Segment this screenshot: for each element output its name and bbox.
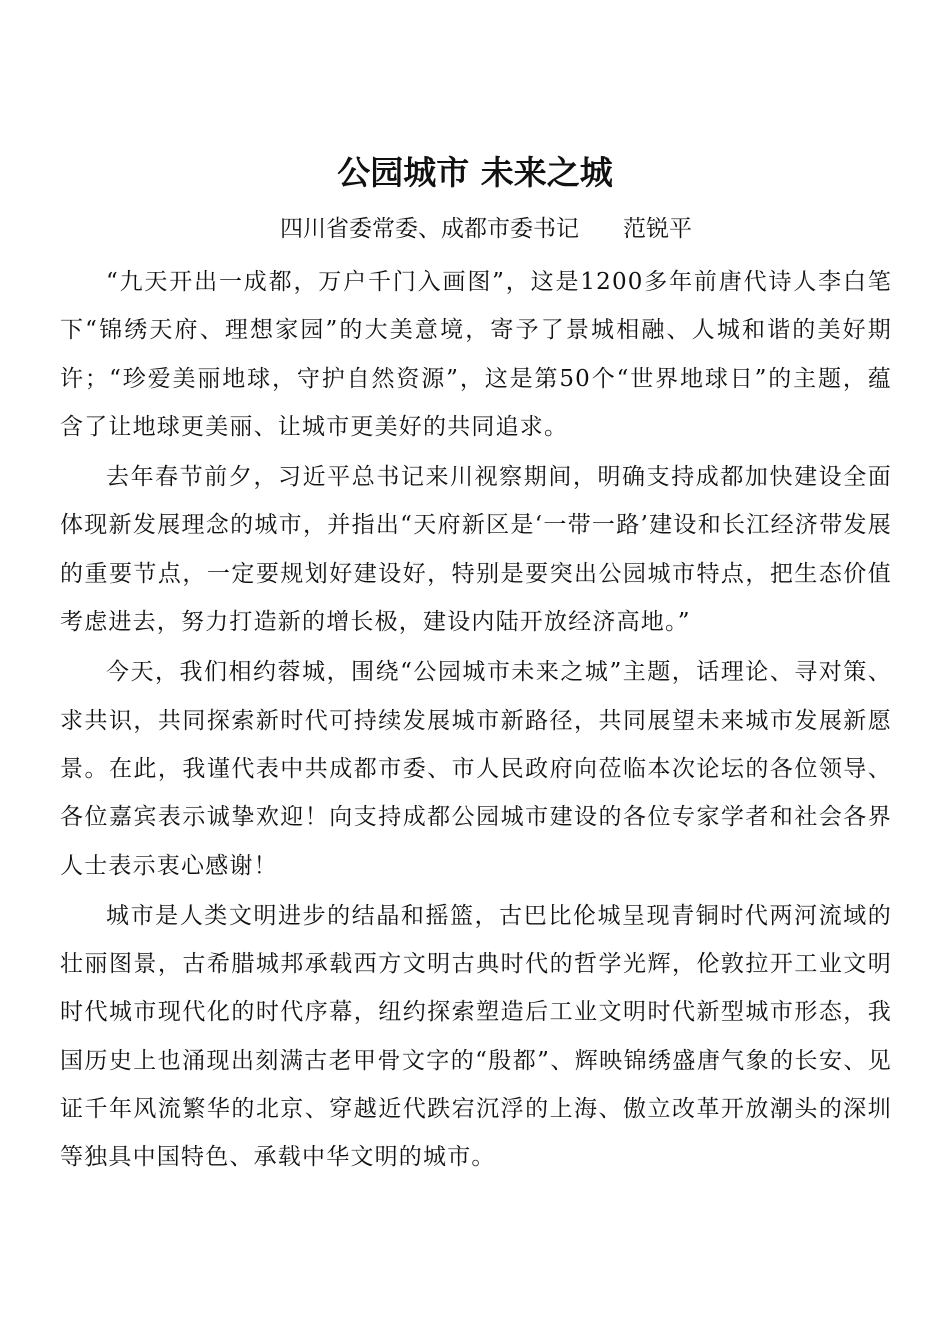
paragraph: 城市是人类文明进步的结晶和摇篮，古巴比伦城呈现青铜时代两河流域的壮丽图景，古希腊城邦承载西方文明古典时代的哲学光辉，伦敦拉开工业文明时代城市现代化的时代序幕，纽约探索塑造后工业文明时代新型城市形态，我国历史上也涌现出刻满古老甲骨文字的“殷都”、辉映锦绣盛唐气象的长安、见证千年风流繁华的北京、穿越近代跌宕沉浮的上海、傲立改革开放潮头的深圳等独具中国特色、承载中华文明的城市。: [60, 902, 892, 1171]
document-body: [60, 258, 892, 1184]
paragraph: “九天开出一成都，万户千门入画图”，这是1200多年前唐代诗人李白笔下“锦绣天府、理想家园”的大美意境，寄予了景城相融、人城和谐的美好期许；“珍爱美丽地球，守护自然资源”，这是第50个“世界地球日”的主题，蕴含了让地球更美丽、让城市更美好的共同追求。: [60, 269, 892, 440]
paragraph: 今天，我们相约蓉城，围绕“公园城市未来之城”主题，话理论、寻对策、求共识，共同探索新时代可持续发展城市新路径，共同展望未来城市发展新愿景。在此，我谨代表中共成都市委、市人民政府向莅临本次论坛的各位领导、各位嘉宾表示诚挚欢迎！向支持成都公园城市建设的各位专家学者和社会各界人士表示衷心感谢！: [60, 659, 892, 879]
document-title: 公园城市 未来之城: [337, 153, 613, 192]
byline: [280, 212, 900, 246]
author-name: 范锐平: [623, 216, 692, 242]
paragraph: 去年春节前夕，习近平总书记来川视察期间，明确支持成都加快建设全面体现新发展理念的城市，并指出“天府新区是‘一带一路’建设和长江经济带发展的重要节点，一定要规划好建设好，特别是要突出公园城市特点，把生态价值考虑进去，努力打造新的增长极，建设内陆开放经济高地。”: [60, 464, 892, 636]
author-position: 四川省委常委、成都市委书记: [280, 216, 579, 242]
